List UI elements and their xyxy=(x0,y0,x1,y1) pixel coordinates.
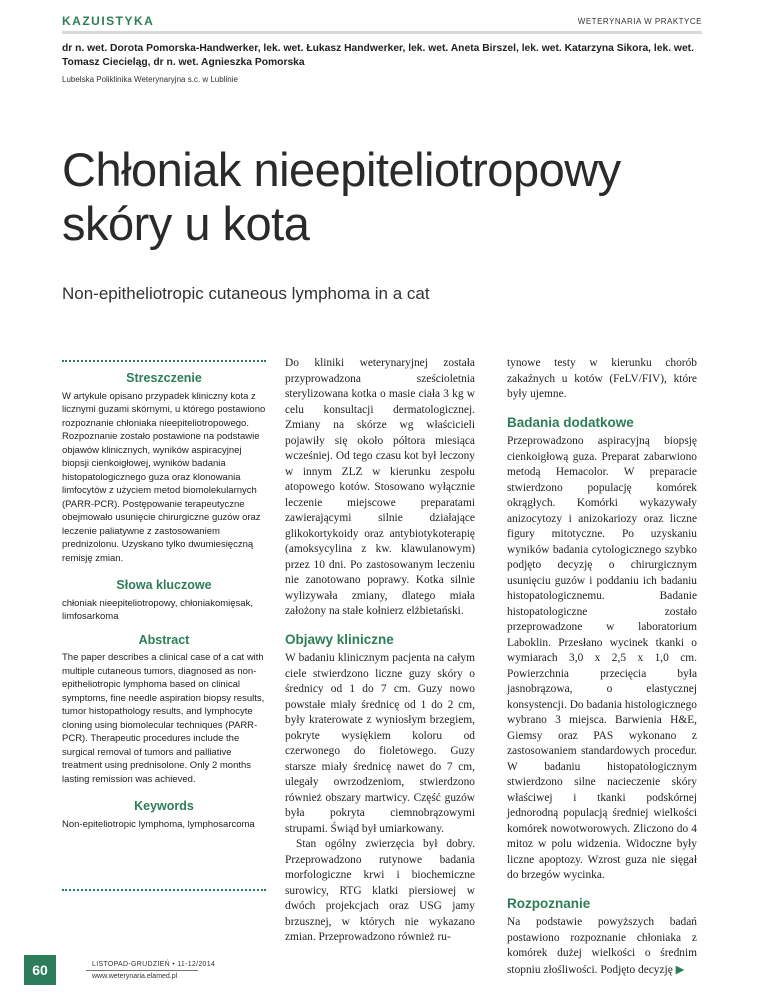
affiliation: Lubelska Poliklinika Weterynaryjna s.c. w Lublinie xyxy=(62,75,238,84)
column-3 xyxy=(507,356,697,978)
continued-paragraph: tynowe testy w kierunku chorób zakaźnych u kotów (FeLV/FIV), które były ujemne. xyxy=(507,357,697,400)
badania-heading: Badania dodatkowe xyxy=(507,414,634,430)
rozpoznanie-text: Na podstawie powyższych badań postawiono rozpoznanie chłoniaka z komórek dużej wielkości o średnim stopniu złośliwości. Podjęto decyzję xyxy=(507,916,697,976)
continue-arrow-icon: ▶ xyxy=(675,961,685,976)
keywords-pl-heading: Słowa kluczowe xyxy=(116,578,212,592)
rozpoznanie-paragraph xyxy=(507,915,697,978)
authors: dr n. wet. Dorota Pomorska-Handwerker, lek. wet. Łukasz Handwerker, lek. wet. Aneta Birszel, lek. wet. Katarzyna Sikora, lek. wet. Tomasz Ciecieląg, dr n. wet. Agnieszka Pomorska xyxy=(62,43,694,68)
abstract-text: The paper describes a clinical case of a cat with multiple cutaneous tumors, diagnosed as non-epitheliotropic lymphoma based on clinical symptoms, fine needle aspiration biopsy results, tumor histopathology results, and lymphocyte cloning using biomolecular techniques (PARR-PCR). Therapeutic procedures include the surgical removal of tumors and palliative treatment using prednisolone. Only 2 months lasting remission was achieved. xyxy=(62,652,265,785)
objawy-heading: Objawy kliniczne xyxy=(285,631,394,647)
keywords-pl-text: chłoniak nieepiteliotropowy, chłoniakomięsak, limfosarkoma xyxy=(62,597,253,622)
article-title xyxy=(62,143,722,251)
title-line-2: skóry u kota xyxy=(62,197,310,250)
page-number: 60 xyxy=(24,955,56,985)
section-label: KAZUISTYKA xyxy=(62,14,155,28)
objawy-paragraph-2: Stan ogólny zwierzęcia był dobry. Przeprowadzono rutynowe badania morfologiczne krwi i biochemiczne surowicy, RTG klatki piersiowej w dwóch projekcjach oraz USG jamy brzusznej, w których nie wykazano zmian. Przeprowadzono również ru- xyxy=(285,838,475,943)
abstract-heading: Abstract xyxy=(138,632,190,647)
title-line-1: Chłoniak nieepiteliotropowy xyxy=(62,143,621,196)
journal-url: www.weterynaria.elamed.pl xyxy=(92,973,178,980)
category-label: WETERYNARIA W PRAKTYCE xyxy=(577,17,702,26)
streszczenie-heading: Streszczenie xyxy=(126,371,202,385)
objawy-paragraph-1: W badaniu klinicznym pacjenta na całym ciele stwierdzono liczne guzy skóry o średnicy od 1 do 7 cm. Guzy nowo powstałe miały średnicę od 1 do 2 cm, były kraterowate z wyniosłym brzegiem, pokryte wysiękiem koloru od czerwonego do fioletowego. Guzy starsze miały średnicę nawet do 7 cm, ulegały owrzodzeniom, stwierdzono również obszary martwicy. Część guzów była pokryta ciemnobrązowymi strupami. Świąd był umiarkowany. xyxy=(285,652,475,835)
sidebar xyxy=(62,372,266,831)
intro-paragraph: Do kliniki weterynaryjnej została przyprowadzona sześcioletnia sterylizowana kotka o masie ciała 3 kg w celu konsultacji dermatologicznej. Zmiany na skórze wg właścicieli pojawiły się około półtora miesiąca wcześniej. Od tego czasu kot był leczony w innym ZLZ w kierunku zespołu atopowego kotów. Stosowano wyłącznie leczenie miejscowe preparatami zawierającymi silnie działające glikokortykoidy oraz antybiotykoterapię (amoksycylina z kw. klawulanowym) przez 10 dni. Po zastosowanym leczeniu nie zanotowano poprawy. Kotka silnie wylizywała zmiany, dlatego miała założony na stałe kołnierz elżbietański. xyxy=(285,357,475,617)
badania-paragraph: Przeprowadzono aspiracyjną biopsję cienkoigłową guza. Preparat zabarwiono metodą Hemacolor. W preparacie stwierdzono populację komórek okrągłych. Komórki wykazywały anizocytozy i anizokariozy oraz liczne figury mitotyczne. Po uzyskaniu wyników badania cytologicznego szybko podjęto decyzję o chirurgicznym usunięciu guzów i poddaniu ich badaniu histopatologicznemu. Badanie histopatologiczne zostało przeprowadzone w laboratorium Laboklin. Przesłano wycinek tkanki o wymiarach 3,0 x 2,5 x 1,0 cm. Powierzchnia przecięcia była jasnobrązowa, o elastycznej konsystencji. Do badania histologicznego wybrano 3 miejsca. Barwienia H&E, Giemsy oraz PAS wykonano z zastosowaniem standardowych procedur. W badaniu histopatologicznym stwierdzono silne nacieczenie skóry właściwej i tkanki podskórnej jednorodną populacją średniej wielkości komórek nowotworowych. Zliczono do 4 mitoz w polu widzenia. Widoczne były liczne apoptozy. Wzrost guza nie sięgał do brzegów wycinka. xyxy=(507,435,697,881)
article-subtitle: Non-epitheliotropic cutaneous lymphoma in a cat xyxy=(62,284,430,303)
column-2 xyxy=(285,356,475,946)
footer-rule xyxy=(86,970,198,971)
rozpoznanie-heading: Rozpoznanie xyxy=(507,895,591,911)
sidebar-top-divider xyxy=(62,360,266,362)
keywords-en-heading: Keywords xyxy=(134,799,194,813)
streszczenie-text: W artykule opisano przypadek kliniczny kota z licznymi guzami skórnymi, u którego postawiono rozpoznanie chłoniaka nieepiteliotropowego. Rozpoznanie zostało postawione na podstawie objawów klinicznych, wyników aspiracyjnej biopsji cienkoigłowej, wyników badania histopatologicznego guza oraz klonowania limfocytów z użyciem metod biomolekularnych (PARR-PCR). Postępowanie terapeutyczne obejmowało usunięcie chirurgiczne guzów oraz leczenie paliatywne z zastosowaniem prednizolonu. Uzyskano tylko dwumiesięczną remisję zmian. xyxy=(62,390,266,564)
keywords-en-text: Non-epiteliotropic lymphoma, lymphosarcoma xyxy=(62,818,255,830)
issue-label: LISTOPAD-GRUDZIEŃ • 11-12/2014 xyxy=(92,961,216,968)
sidebar-bottom-divider xyxy=(62,889,266,891)
header-rule xyxy=(62,31,702,34)
